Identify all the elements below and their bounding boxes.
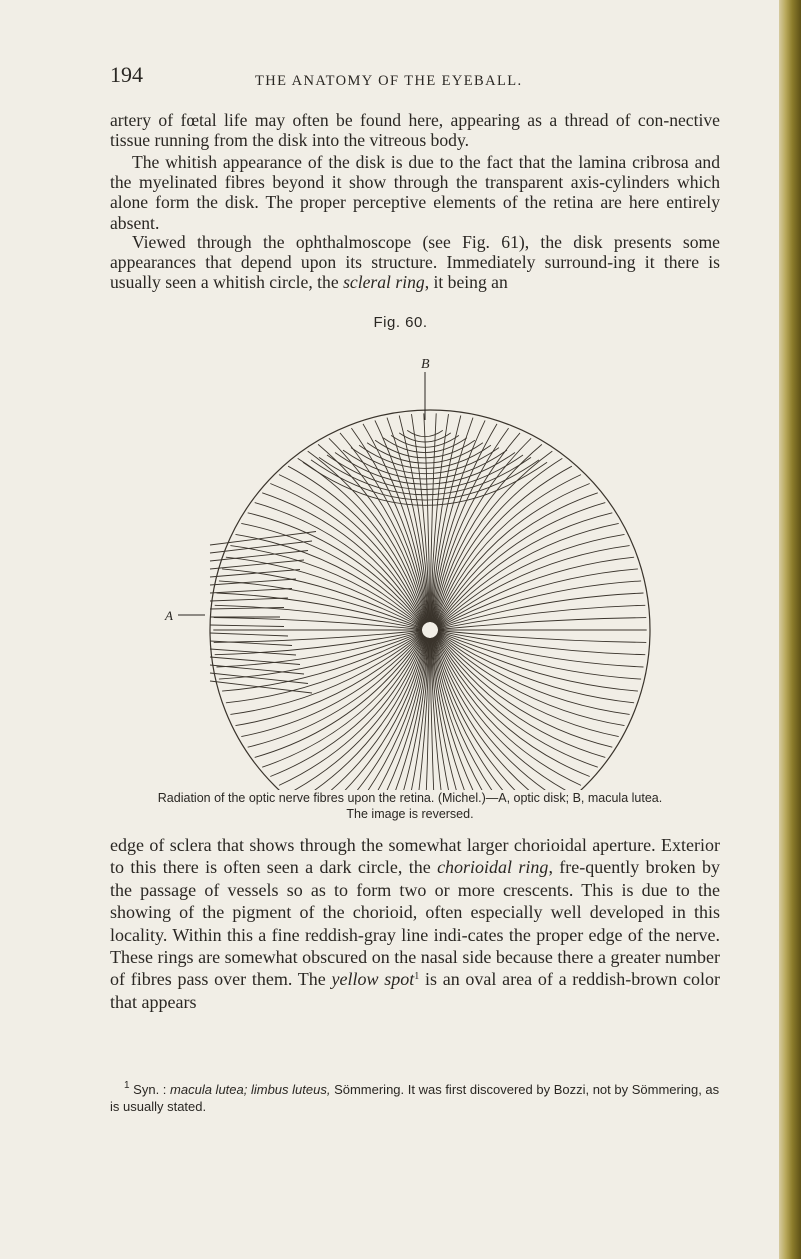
nerve-fibre-line [435, 636, 562, 790]
disk-hatch-line [210, 673, 308, 684]
paragraph-4-text-a: edge of sclera that shows through the somewhat larger chorioidal aperture. Exterior to this there is often seen a dark circle, the [110, 835, 720, 878]
paragraph-2: The whitish appearance of the disk is due to the fact that the lamina cribrosa and the myelinated fibres beyond it show through the transparent axis-cylinders which alone form the disk. The proper perceptive elements of the retina are here entirely absent. [110, 152, 720, 233]
figure-label-a: A [165, 608, 173, 623]
term-yellow-spot: yellow spot [331, 969, 415, 990]
macula-arc-line [311, 460, 539, 500]
nerve-fibre-line [434, 444, 542, 623]
footnote-italic-terms: macula lutea; limbus luteus, [170, 1082, 331, 1097]
page-number: 194 [110, 62, 143, 87]
nerve-fibre-line [435, 636, 572, 790]
figure-caption-line-1: Radiation of the optic nerve fibres upon the retina. (Michel.)—A, optic disk; B, macula lutea. [157, 791, 663, 805]
disk-hatch-line [210, 598, 288, 601]
nerve-fibre-line [437, 546, 629, 627]
figure-label-b: B [421, 357, 430, 372]
paragraph-3-text-b: , it being an [424, 272, 508, 293]
page-header [110, 62, 720, 92]
disk-hatch-line [210, 625, 284, 627]
macula-arc-line [351, 448, 499, 474]
nerve-fibre-line [262, 635, 424, 767]
macula-arc-line [343, 450, 507, 479]
nerve-fibre-line [437, 633, 629, 714]
nerve-fibre-line [230, 546, 422, 627]
footnote-text-a: Syn. : [129, 1082, 171, 1097]
nerve-fibre-line [436, 635, 598, 767]
footnote [110, 1081, 720, 1115]
nerve-fibre-line [262, 493, 424, 625]
footnote-text-b: Sömmering. It was first discovered by Bozzi, not by Sömmering, as is usually stated. [110, 1082, 720, 1114]
paragraph-3-text-a: Viewed through the ophthalmoscope (see Fig. 61), the disk presents some appearances that depend upon its structure. Immediately surround-ing it there is usually seen a whitish circle, the [110, 232, 720, 293]
macula-arc-line [359, 445, 491, 468]
paragraph-3 [110, 232, 720, 293]
disk-hatch-line [210, 570, 300, 578]
disk-hatch-line [210, 665, 304, 674]
figure-number: Fig. 60. [373, 314, 428, 331]
paragraph-4-text-b: , fre-quently broken by the passage of vessels so as to form two or more crescents. This is due to the showing of the pigment of the chorioid, often especially well developed in this locality. Within this a fine reddish-gray line indi-cates the proper edge of the nerve. These rings are somewhat obscured on the nasal side because there a greater number of fibres pass over them. The [110, 857, 720, 990]
nerve-fibre-line [298, 636, 425, 790]
paragraph-4 [110, 834, 720, 1013]
nerve-fibre-line [230, 633, 422, 714]
nerve-fibre-line [436, 493, 598, 625]
term-scleral-ring: scleral ring [343, 272, 425, 293]
disk-hatch-line [210, 589, 292, 594]
nerve-fibre-line [318, 444, 426, 623]
paragraph-1: artery of fœtal life may often be found here, appearing as a thread of con-nective tissue running from the disk into the vitreous body. [110, 110, 720, 151]
nerve-fibre-line [288, 636, 425, 790]
disk-hatch-line [210, 633, 288, 636]
footnote-marker: 1 [124, 1080, 130, 1091]
paragraph-4-text-c: is an oval area of a reddish-brown color that appears [110, 969, 720, 1012]
footnote-reference: 1 [414, 971, 420, 983]
term-chorioidal-ring: chorioidal ring [437, 857, 549, 878]
figure-caption-line-2: The image is reversed. [346, 807, 474, 821]
running-head: THE ANATOMY OF THE EYEBALL. [255, 73, 523, 89]
figure-caption [90, 790, 730, 822]
figure-retina-radiation [0, 330, 801, 790]
disk-hatch-line [210, 532, 316, 546]
